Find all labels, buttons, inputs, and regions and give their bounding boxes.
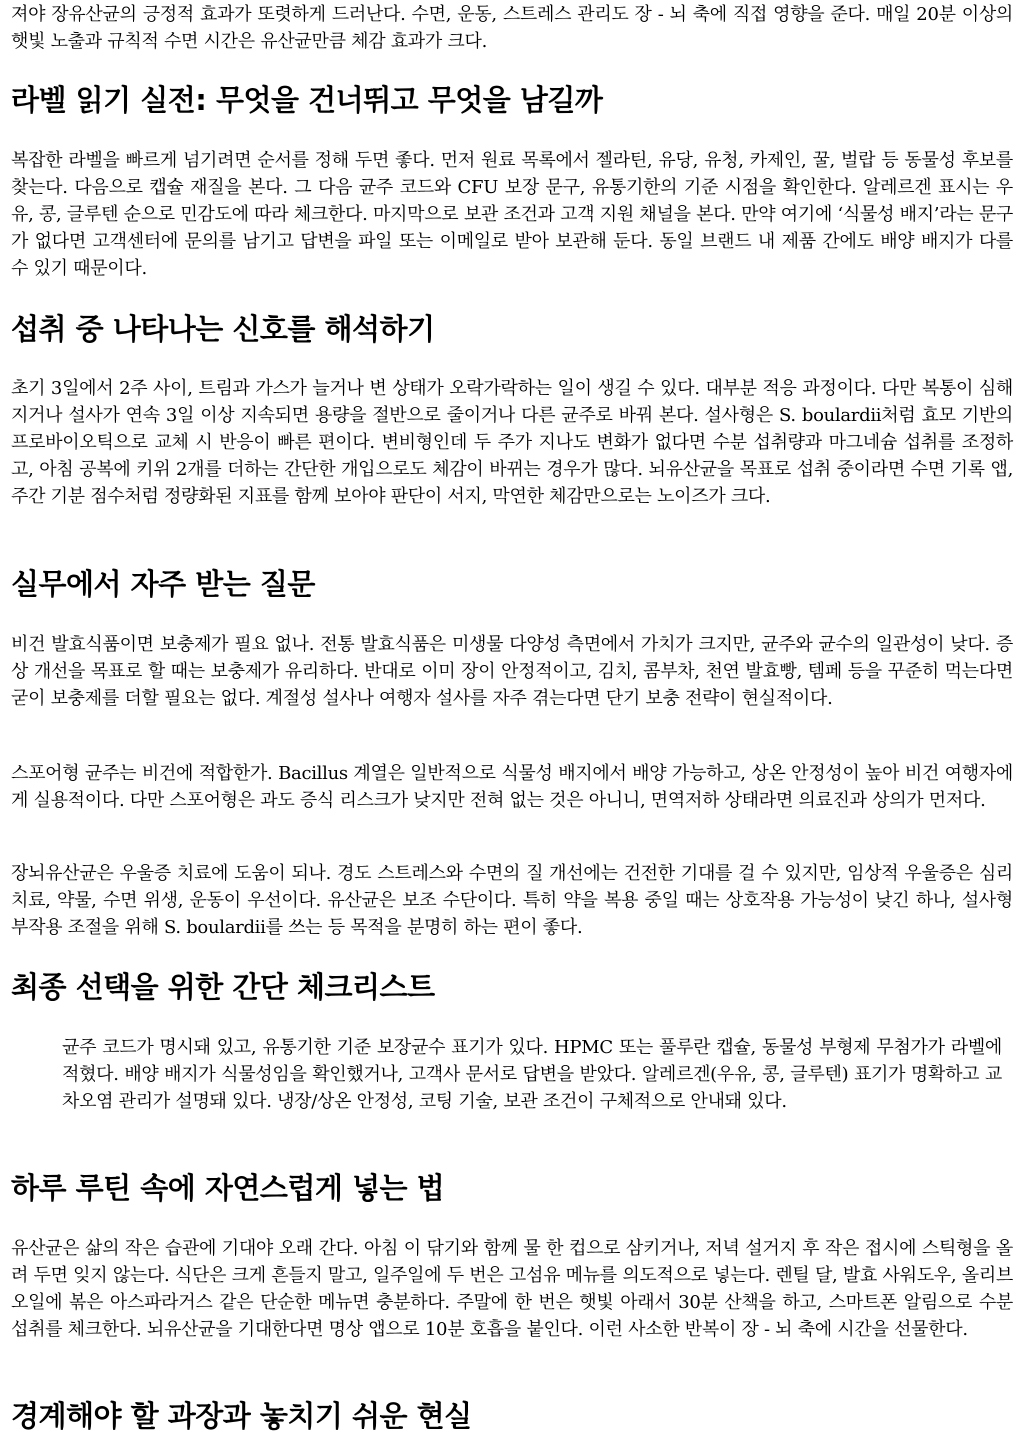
faq-paragraph-spore-strains: 스포어형 균주는 비건에 적합한가. Bacillus 계열은 일반적으로 식물성 배지에서 배양 가능하고, 상온 안정성이 높아 비건 여행자에게 실용적이다. 다만 스포어형은 과도 증식 리스크가 낮지만 전혀 없는 것은 아니니, 면역저하 상태라면 의료진과 상의가 먼저다. xyxy=(11,763,1013,811)
section-heading-intake-signals: 섭취 중 나타나는 신호를 해석하기 xyxy=(11,312,435,346)
checklist-paragraph: 균주 코드가 명시돼 있고, 유통기한 기준 보장균수 표기가 있다. HPMC 또는 풀루란 캡슐, 동물성 부형제 무첨가가 라벨에 적혔다. 배양 배지가 식물성임을 확인했거나, 고객사 문서로 답변을 받았다. 알레르겐(우유, 콩, 글루텐) 표기가 명확하고 교차오염 관리가 설명돼 있다. 냉장/상온 안정성, 코팅 기술, 보관 조건이 구체적으로 안내돼 있다. xyxy=(62,1037,1002,1112)
section-heading-label-reading: 라벨 읽기 실전: 무엇을 건너뛰고 무엇을 남길까 xyxy=(11,83,603,117)
section-heading-checklist: 최종 선택을 위한 간단 체크리스트 xyxy=(11,970,435,1004)
intro-paragraph: 져야 장유산균의 긍정적 효과가 또렷하게 드러난다. 수면, 운동, 스트레스 관리도 장 - 뇌 축에 직접 영향을 준다. 매일 20분 이상의 햇빛 노출과 규칙적 수면 시간은 유산균만큼 체감 효과가 크다. xyxy=(11,4,1013,52)
faq-paragraph-vegan-fermented: 비건 발효식품이면 보충제가 필요 없나. 전통 발효식품은 미생물 다양성 측면에서 가치가 크지만, 균주와 균수의 일관성이 낮다. 증상 개선을 목표로 할 때는 보충제가 유리하다. 반대로 이미 장이 안정적이고, 김치, 콤부차, 천연 발효빵, 템페 등을 꾸준히 먹는다면 굳이 보충제를 더할 필요는 없다. 계절성 설사나 여행자 설사를 자주 겪는다면 단기 보충 전략이 현실적이다. xyxy=(11,634,1013,709)
intake-signals-paragraph: 초기 3일에서 2주 사이, 트림과 가스가 늘거나 변 상태가 오락가락하는 일이 생길 수 있다. 대부분 적응 과정이다. 다만 복통이 심해지거나 설사가 연속 3일 이상 지속되면 용량을 절반으로 줄이거나 다른 균주로 바꿔 본다. 설사형은 S. boulardii처럼 효모 기반의 프로바이오틱으로 교체 시 반응이 빠른 편이다. 변비형인데 두 주가 지나도 변화가 없다면 수분 섭취량과 마그네슘 섭취를 조정하고, 아침 공복에 키위 2개를 더하는 간단한 개입으로도 체감이 바뀌는 경우가 많다. 뇌유산균을 목표로 섭취 중이라면 수면 기록 앱, 주간 기분 점수처럼 정량화된 지표를 함께 보아야 판단이 서지, 막연한 체감만으로는 노이즈가 크다. xyxy=(11,378,1013,507)
label-reading-paragraph: 복잡한 라벨을 빠르게 넘기려면 순서를 정해 두면 좋다. 먼저 원료 목록에서 젤라틴, 유당, 유청, 카제인, 꿀, 벌랍 등 동물성 후보를 찾는다. 다음으로 캡슐 재질을 본다. 그 다음 균주 코드와 CFU 보장 문구, 유통기한의 기준 시점을 확인한다. 알레르겐 표시는 우유, 콩, 글루텐 순으로 민감도에 따라 체크한다. 마지막으로 보관 조건과 고객 지원 채널을 본다. 만약 여기에 ‘식물성 배지’라는 문구가 없다면 고객센터에 문의를 남기고 답변을 파일 또는 이메일로 받아 보관해 둔다. 동일 브랜드 내 제품 간에도 배양 배지가 다를 수 있기 때문이다. xyxy=(11,150,1013,279)
daily-routine-paragraph: 유산균은 삶의 작은 습관에 기대야 오래 간다. 아침 이 닦기와 함께 물 한 컵으로 삼키거나, 저녁 설거지 후 작은 접시에 스틱형을 올려 두면 잊지 않는다. 식단은 크게 흔들지 말고, 일주일에 두 번은 고섬유 메뉴를 의도적으로 넣는다. 렌틸 달, 발효 사워도우, 올리브 오일에 볶은 아스파라거스 같은 단순한 메뉴면 충분하다. 주말에 한 번은 햇빛 아래서 30분 산책을 하고, 스마트폰 알림으로 수분 섭취를 체크한다. 뇌유산균을 기대한다면 명상 앱으로 10분 호흡을 붙인다. 이런 사소한 반복이 장 - 뇌 축에 시간을 선물한다. xyxy=(11,1238,1013,1340)
section-heading-faq: 실무에서 자주 받는 질문 xyxy=(11,567,315,601)
section-heading-daily-routine: 하루 루틴 속에 자연스럽게 넣는 법 xyxy=(11,1171,445,1205)
section-heading-exaggeration: 경계해야 할 과장과 놓치기 쉬운 현실 xyxy=(11,1399,472,1433)
faq-paragraph-depression: 장뇌유산균은 우울증 치료에 도움이 되나. 경도 스트레스와 수면의 질 개선에는 건전한 기대를 걸 수 있지만, 임상적 우울증은 심리치료, 약물, 수면 위생, 운동이 우선이다. 유산균은 보조 수단이다. 특히 약을 복용 중일 때는 상호작용 가능성이 낮긴 하나, 설사형 부작용 조절을 위해 S. boulardii를 쓰는 등 목적을 분명히 하는 편이 좋다. xyxy=(11,863,1013,938)
